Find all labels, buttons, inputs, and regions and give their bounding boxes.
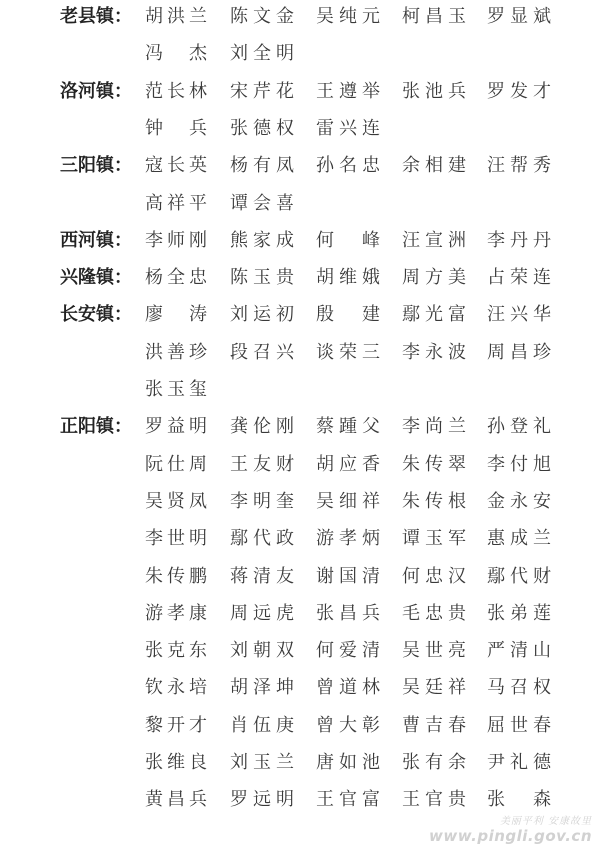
person-name: 汪宣洲 <box>402 229 466 251</box>
person-name: 游孝康 <box>145 602 207 624</box>
name-line <box>0 450 600 487</box>
name-line <box>0 189 600 226</box>
person-name: 何忠汉 <box>402 565 466 587</box>
person-name: 肖伍庚 <box>230 714 294 736</box>
person-name: 钟兵 <box>145 117 207 139</box>
person-name: 黎开才 <box>145 714 207 736</box>
person-name: 杨全忠 <box>145 267 207 289</box>
person-name: 汪帮秀 <box>487 155 551 177</box>
person-name: 张玉玺 <box>145 379 207 400</box>
person-name: 李尚兰 <box>402 416 466 438</box>
person-name: 罗显斌 <box>487 6 551 27</box>
person-name: 钦永培 <box>145 677 207 699</box>
person-name: 李丹丹 <box>487 229 551 251</box>
person-name: 刘玉兰 <box>230 752 294 773</box>
town-label: 正阳镇： <box>60 416 132 438</box>
person-name: 王官富 <box>316 789 380 811</box>
person-name: 余相建 <box>402 155 466 177</box>
person-name: 冯杰 <box>145 43 207 65</box>
person-name: 龚伦刚 <box>230 416 294 438</box>
person-name: 谢国清 <box>316 565 380 587</box>
person-name: 陈文金 <box>230 6 294 27</box>
site-watermark <box>429 812 592 845</box>
name-line <box>0 39 600 76</box>
name-line <box>0 77 600 114</box>
person-name: 杨有凤 <box>230 155 294 177</box>
person-name: 金永安 <box>487 490 551 512</box>
person-name: 屈世春 <box>487 714 551 736</box>
person-name: 吴贤凤 <box>145 490 207 512</box>
person-name: 鄢代政 <box>230 528 294 550</box>
town-label: 三阳镇： <box>60 155 132 177</box>
name-line <box>0 263 600 300</box>
person-name: 胡维娥 <box>316 267 380 289</box>
person-name: 吴纯元 <box>316 6 380 27</box>
person-name: 李世明 <box>145 528 207 550</box>
person-name: 高祥平 <box>145 192 207 214</box>
person-name: 曾大彰 <box>316 714 380 736</box>
person-name: 马召权 <box>487 677 551 699</box>
person-name: 罗远明 <box>230 789 294 811</box>
person-name: 范长林 <box>145 80 207 102</box>
person-name: 罗益明 <box>145 416 207 438</box>
person-name: 刘朝双 <box>230 640 294 662</box>
person-name: 张昌兵 <box>316 602 380 624</box>
town-label: 兴隆镇： <box>60 267 132 289</box>
person-name: 游孝炳 <box>316 528 380 550</box>
person-name: 蒋清友 <box>230 565 294 587</box>
person-name: 刘全明 <box>230 43 294 65</box>
person-name: 黄昌兵 <box>145 789 207 811</box>
person-name: 惠成兰 <box>487 528 551 550</box>
name-line <box>0 711 600 748</box>
person-name: 朱传根 <box>402 490 466 512</box>
person-name: 毛忠贵 <box>402 602 466 624</box>
person-name: 熊家成 <box>230 229 294 251</box>
person-name: 汪兴华 <box>487 304 551 326</box>
person-name: 李明奎 <box>230 490 294 512</box>
person-name: 曹吉春 <box>402 714 466 736</box>
town-label: 老县镇： <box>60 6 132 27</box>
person-name: 吴细祥 <box>316 490 380 512</box>
name-line <box>0 338 600 375</box>
town-label: 洛河镇： <box>60 80 132 102</box>
person-name: 殷建 <box>316 304 380 326</box>
name-line <box>0 748 600 785</box>
watermark-url: www.pingli.gov.cn <box>429 827 592 845</box>
person-name: 谭会喜 <box>230 192 294 214</box>
person-name: 孙名忠 <box>316 155 380 177</box>
person-name: 雷兴连 <box>316 117 380 139</box>
person-name: 胡洪兰 <box>145 6 207 27</box>
person-name: 宋芹花 <box>230 80 294 102</box>
person-name: 周昌珍 <box>487 341 551 363</box>
name-line <box>0 300 600 337</box>
name-line <box>0 412 600 449</box>
person-name: 张德权 <box>230 117 294 139</box>
person-name: 陈玉贵 <box>230 267 294 289</box>
person-name: 廖涛 <box>145 304 207 326</box>
person-name: 王官贵 <box>402 789 466 811</box>
person-name: 刘运初 <box>230 304 294 326</box>
person-name: 王友财 <box>230 453 294 475</box>
person-name: 孙登礼 <box>487 416 551 438</box>
person-name: 周方美 <box>402 267 466 289</box>
person-name: 吴世亮 <box>402 640 466 662</box>
person-name: 谈荣三 <box>316 341 380 363</box>
name-line <box>0 375 600 412</box>
person-name: 朱传鹏 <box>145 565 207 587</box>
name-line <box>0 524 600 561</box>
person-name: 阮仕周 <box>145 453 207 475</box>
person-name: 鄢代财 <box>487 565 551 587</box>
person-name: 占荣连 <box>487 267 551 289</box>
person-name: 张有余 <box>402 752 466 773</box>
person-name: 唐如池 <box>316 752 380 773</box>
watermark-tagline: 美丽平利 安康故里 <box>499 816 592 827</box>
person-name: 柯昌玉 <box>402 6 466 27</box>
person-name: 鄢光富 <box>402 304 466 326</box>
name-line <box>0 114 600 151</box>
name-line <box>0 151 600 188</box>
town-label: 西河镇： <box>60 229 132 251</box>
person-name: 张池兵 <box>402 80 466 102</box>
person-name: 段召兴 <box>230 341 294 363</box>
town-label: 长安镇： <box>60 304 132 326</box>
name-line <box>0 562 600 599</box>
person-name: 李永波 <box>402 341 466 363</box>
person-name: 罗发才 <box>487 80 551 102</box>
name-line <box>0 226 600 263</box>
person-name: 李付旭 <box>487 453 551 475</box>
name-line <box>0 636 600 673</box>
person-name: 蔡踵父 <box>316 416 380 438</box>
name-line <box>0 2 600 39</box>
person-name: 胡应香 <box>316 453 380 475</box>
name-line <box>0 487 600 524</box>
person-name: 何爱清 <box>316 640 380 662</box>
person-name: 张森 <box>487 789 551 811</box>
person-name: 朱传翠 <box>402 453 466 475</box>
person-name: 寇长英 <box>145 155 207 177</box>
person-name: 谭玉军 <box>402 528 466 550</box>
person-name: 王遵举 <box>316 80 380 102</box>
person-name: 张克东 <box>145 640 207 662</box>
name-line <box>0 673 600 710</box>
person-name: 周远虎 <box>230 602 294 624</box>
person-name: 张维良 <box>145 752 207 773</box>
person-name: 何峰 <box>316 229 380 251</box>
person-name: 曾道林 <box>316 677 380 699</box>
person-name: 吴廷祥 <box>402 677 466 699</box>
person-name: 张弟莲 <box>487 602 551 624</box>
name-line <box>0 599 600 636</box>
person-name: 严清山 <box>487 640 551 662</box>
person-name: 洪善珍 <box>145 341 207 363</box>
person-name: 尹礼德 <box>487 752 551 773</box>
person-name: 李师刚 <box>145 229 207 251</box>
person-name: 胡泽坤 <box>230 677 294 699</box>
